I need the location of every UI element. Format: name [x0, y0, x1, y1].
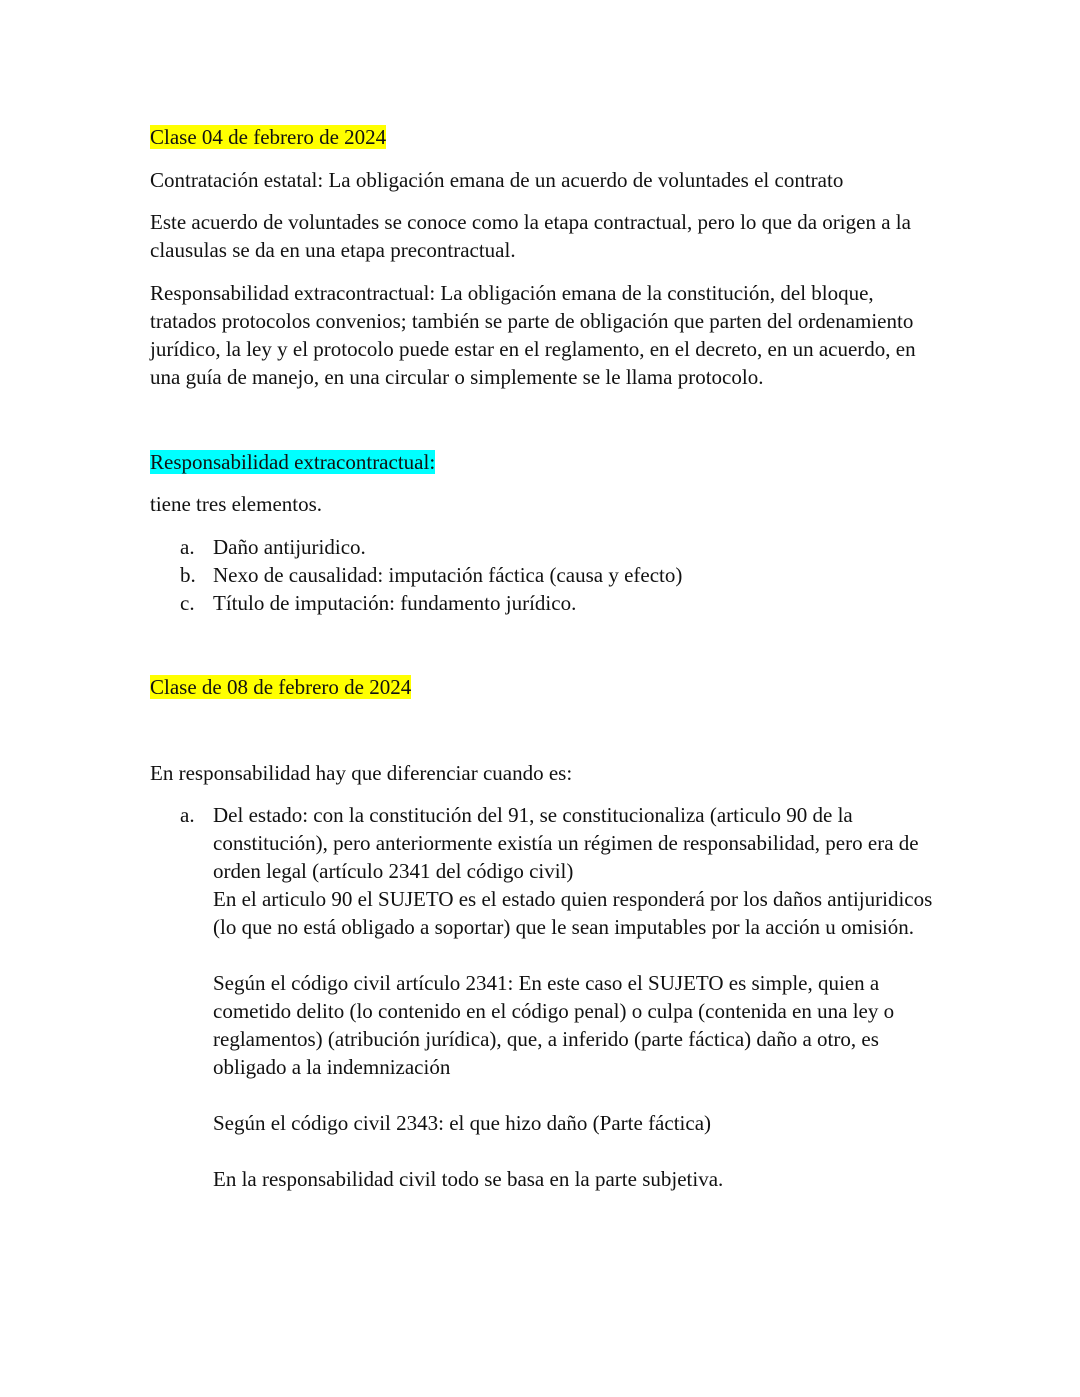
paragraph-responsabilidad-civil: En la responsabilidad civil todo se basa en la parte subjetiva. — [213, 1167, 724, 1191]
paragraph-codigo-civil-2341: Según el código civil artículo 2341: En este caso el SUJETO es simple, quien a cometido delito (lo contenido en el código penal) o culpa (contenida en una ley o reglamentos) (atribución jurídica), que, a inferido (parte fáctica) daño a otro, es obligado a la indemnización — [213, 971, 895, 1079]
blank-line — [213, 1081, 940, 1109]
paragraph-contratacion-estatal: Contratación estatal: La obligación emana de un acuerdo de voluntades el contrato — [150, 168, 844, 192]
paragraph-responsabilidad-extracontractual: Responsabilidad extracontractual: La obligación emana de la constitución, del bloque, tratados protocolos convenios; también se parte de obligación que parten del ordenamiento jurídico, la ley y el protocolo puede estar en el reglamento, en el decreto, en un acuerdo, en una guía de manejo, en una circular o simplemente se le llama protocolo. — [150, 281, 916, 389]
list-marker: b. — [180, 563, 196, 587]
blank-line — [213, 1137, 940, 1165]
highlighted-heading-text: Clase de 08 de febrero de 2024 — [150, 675, 412, 699]
paragraph-acuerdo-voluntades: Este acuerdo de voluntades se conoce como la etapa contractual, pero lo que da origen a la clausulas se da en una etapa precontractual. — [150, 210, 911, 262]
paragraph-diferenciar: En responsabilidad hay que diferenciar cuando es: — [150, 761, 573, 785]
section-heading-responsabilidad — [150, 448, 940, 476]
section-heading-clase-08 — [150, 673, 940, 701]
responsibility-list — [150, 801, 940, 1193]
list-item-text: Título de imputación: fundamento jurídico. — [213, 591, 577, 615]
blank-line — [213, 941, 940, 969]
paragraph-tres-elementos: tiene tres elementos. — [150, 492, 323, 516]
section-heading-clase-04 — [150, 123, 940, 151]
highlighted-heading-text: Clase 04 de febrero de 2024 — [150, 125, 387, 149]
list-item-text: Daño antijuridico. — [213, 535, 366, 559]
list-item — [150, 561, 940, 589]
list-item — [150, 589, 940, 617]
list-marker: a. — [180, 535, 195, 559]
list-item-text: Nexo de causalidad: imputación fáctica (causa y efecto) — [213, 563, 683, 587]
elements-list — [150, 533, 940, 617]
list-marker: a. — [180, 803, 195, 827]
list-item — [150, 533, 940, 561]
paragraph-codigo-civil-2343: Según el código civil 2343: el que hizo daño (Parte fáctica) — [213, 1111, 712, 1135]
list-item — [150, 801, 940, 1193]
paragraph-articulo-90: En el articulo 90 el SUJETO es el estado quien responderá por los daños antijuridicos (lo que no está obligado a soportar) que le sean imputables por la acción u omisión. — [213, 887, 933, 939]
paragraph-del-estado: Del estado: con la constitución del 91, se constitucionaliza (articulo 90 de la constitución), pero anteriormente existía un régimen de responsabilidad, pero era de orden legal (artículo 2341 del código civil) — [213, 803, 919, 883]
highlighted-heading-text: Responsabilidad extracontractual: — [150, 450, 436, 474]
list-marker: c. — [180, 591, 195, 615]
